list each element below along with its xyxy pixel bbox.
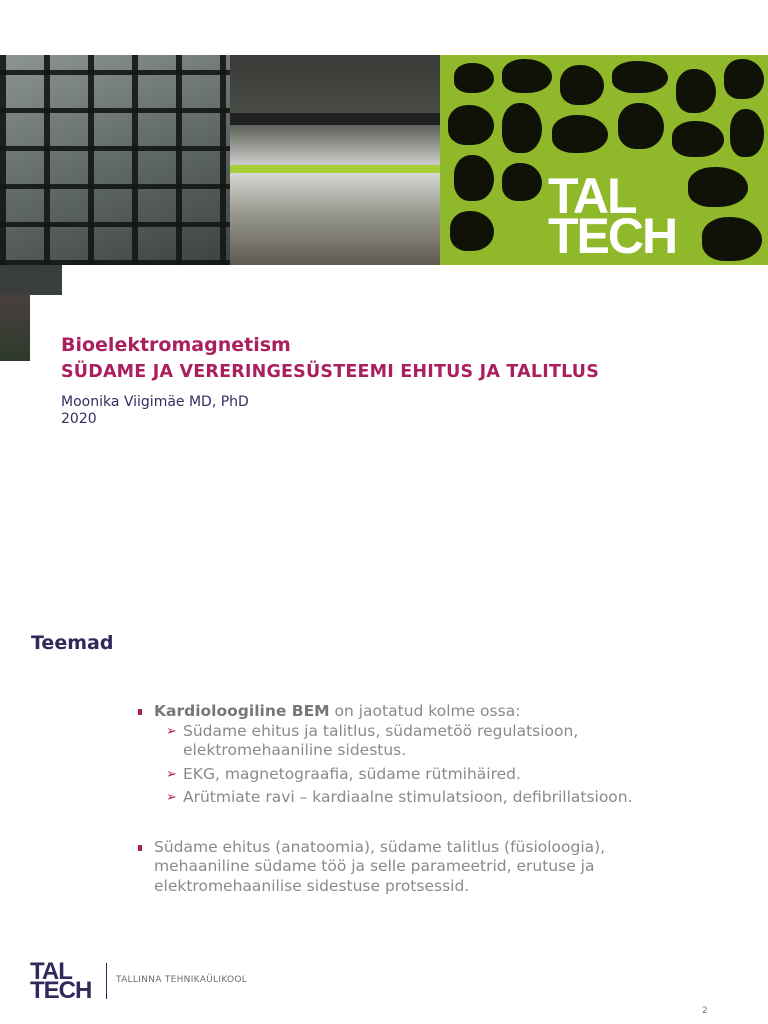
title-block (61, 334, 621, 428)
arrow-icon: ➢ (166, 766, 177, 782)
footer-logo (30, 958, 92, 1004)
footer-logo-line-1: TAL (30, 958, 72, 985)
balcony (230, 113, 440, 125)
slide-content (138, 702, 698, 896)
taltech-logo (548, 168, 677, 264)
corner-photo-strip (0, 265, 62, 295)
logo-line-1: TAL (548, 168, 636, 224)
slide-title: Teemad (31, 632, 114, 654)
bullet-text: on jaotatud kolme ossa: (329, 702, 521, 720)
page-number: 2 (702, 1006, 708, 1016)
spacer (138, 812, 698, 838)
sub-item (154, 788, 698, 808)
year: 2020 (61, 411, 97, 427)
header-photo (0, 55, 768, 265)
sub-list (154, 722, 698, 808)
author: Moonika Viigimäe MD, PhD (61, 394, 249, 410)
sub-item-text: Arütmiate ravi – kardiaalne stimulatsioon, defibrillatsioon. (183, 788, 633, 806)
bullet-item (138, 838, 698, 897)
glass-facade (0, 55, 230, 265)
corner-photo-strip-lower (0, 295, 30, 361)
footer-logo-line-2: TECH (30, 977, 92, 1004)
bullet-text: Südame ehitus (anatoomia), südame talitlus (füsioloogia), mehaaniline südame töö ja selle parameetrid, erutuse ja elektromehaanilise sidestuse protsessid. (154, 837, 606, 895)
footer-divider (106, 963, 107, 999)
arrow-icon: ➢ (166, 723, 177, 739)
sub-item (154, 765, 698, 785)
bullet-item (138, 702, 698, 808)
bullet-bold-text: Kardioloogiline BEM (154, 702, 330, 720)
course-title: Bioelektromagnetism (61, 334, 291, 356)
arrow-icon: ➢ (166, 790, 177, 805)
university-name: TALLINNA TEHNIKAÜLIKOOL (116, 975, 248, 985)
sub-item-text: EKG, magnetograafia, südame rütmihäired. (183, 764, 521, 783)
atrium (230, 55, 440, 265)
sub-item-text: Südame ehitus ja talitlus, südametöö regulatsioon, elektromehaaniline sidestus. (183, 721, 579, 759)
sub-item (154, 722, 698, 761)
balcony-green (230, 165, 440, 173)
presentation-title: SÜDAME JA VERERINGESÜSTEEMI EHITUS JA TALITLUS (61, 362, 600, 382)
logo-line-2: TECH (548, 208, 677, 264)
